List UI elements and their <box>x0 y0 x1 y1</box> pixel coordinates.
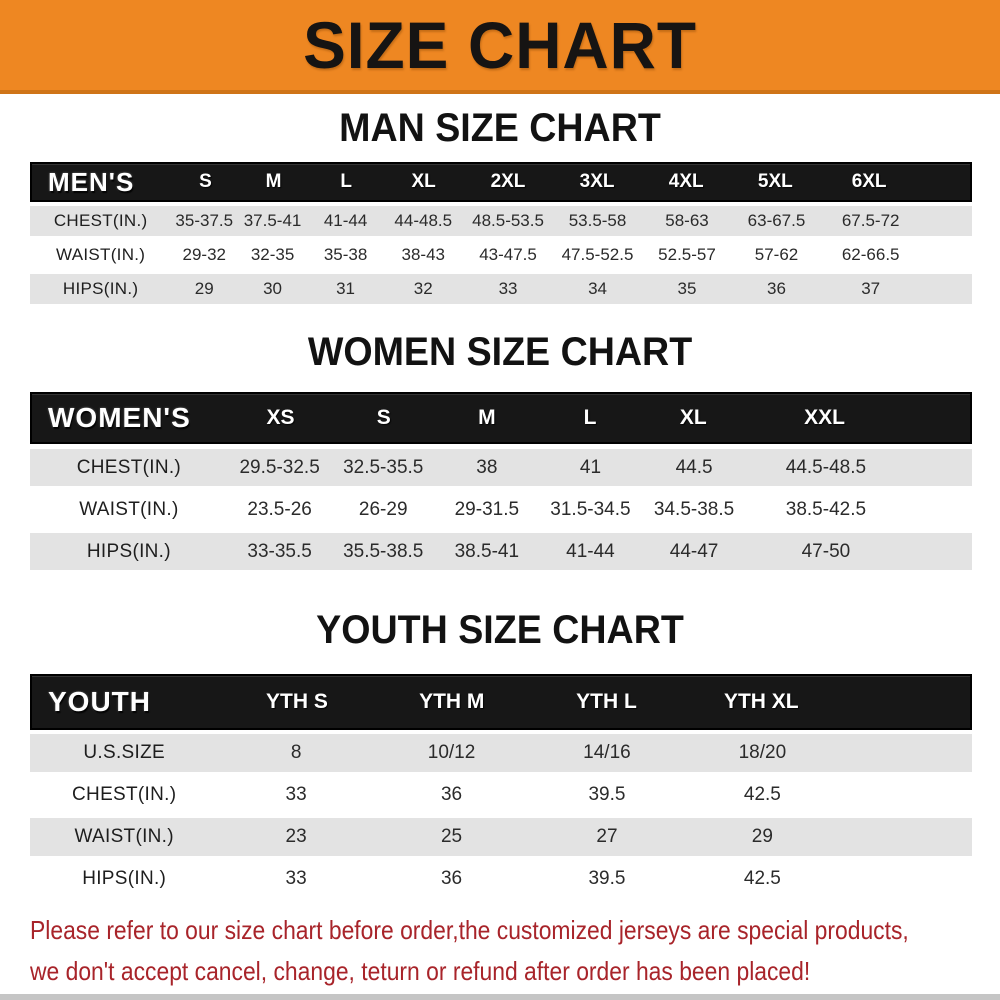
row-label: HIPS(IN.) <box>82 868 167 889</box>
size-column-header: L <box>340 171 352 192</box>
table-cell: 23.5-26 <box>247 498 312 520</box>
table-cell: 52.5-57 <box>658 245 716 264</box>
table-cell: 36 <box>440 784 463 805</box>
table-cell: 25 <box>440 826 463 847</box>
table-cell: 44-48.5 <box>394 211 453 230</box>
table-cell: 33-35.5 <box>247 540 312 562</box>
table-cell: 58-63 <box>665 211 709 230</box>
size-table-corner-label: YOUTH <box>48 686 151 717</box>
size-table-header-row <box>30 162 972 202</box>
row-label: WAIST(IN.) <box>56 245 146 264</box>
size-table-header-row <box>30 674 972 730</box>
size-chart-banner <box>0 0 1000 94</box>
disclaimer-note <box>0 910 1000 992</box>
table-cell: 36 <box>767 279 786 298</box>
table-cell: 57-62 <box>754 245 799 264</box>
table-cell: 33 <box>285 868 307 889</box>
bottom-edge-strip <box>0 994 1000 1000</box>
size-table-corner-label: MEN'S <box>48 166 135 197</box>
table-cell: 29-32 <box>182 245 226 264</box>
table-cell: 44-47 <box>669 540 719 562</box>
table-cell: 29-31.5 <box>454 498 520 520</box>
table-cell: 14/16 <box>583 742 631 763</box>
disclaimer-line-2: we don't accept cancel, change, teturn or refund after order has been placed! <box>30 956 811 986</box>
size-column-header: XL <box>411 171 436 192</box>
table-cell: 62-66.5 <box>841 245 900 264</box>
row-label: HIPS(IN.) <box>86 540 171 562</box>
row-label: WAIST(IN.) <box>74 826 174 847</box>
table-cell: 42.5 <box>743 868 781 889</box>
size-column-header: XL <box>679 406 707 429</box>
youth-size-table <box>30 674 972 898</box>
table-cell: 35-37.5 <box>175 211 234 230</box>
table-cell: 37 <box>861 279 881 298</box>
table-cell: 23 <box>285 826 307 847</box>
table-cell: 37.5-41 <box>243 211 302 230</box>
table-cell: 34.5-38.5 <box>653 498 735 520</box>
table-cell: 32.5-35.5 <box>343 456 424 478</box>
row-label: CHEST(IN.) <box>76 456 182 478</box>
table-cell: 41 <box>579 456 602 478</box>
table-cell: 47.5-52.5 <box>561 245 634 264</box>
size-column-header: YTH L <box>576 690 637 713</box>
table-cell: 33 <box>285 784 307 805</box>
banner-title: SIZE CHART <box>303 8 697 82</box>
table-cell: 34 <box>588 279 607 298</box>
table-cell: 67.5-72 <box>841 211 900 230</box>
table-cell: 27 <box>596 826 618 847</box>
size-column-header: 6XL <box>851 171 887 192</box>
size-column-header: 4XL <box>668 171 704 192</box>
table-row <box>30 818 972 856</box>
table-cell: 32 <box>413 279 433 298</box>
table-cell: 38 <box>476 456 498 478</box>
table-cell: 38.5-41 <box>454 540 520 562</box>
table-cell: 36 <box>440 868 463 889</box>
table-cell: 35.5-38.5 <box>343 540 424 562</box>
youth-section-heading: YOUTH SIZE CHART <box>316 608 684 652</box>
men-size-table <box>30 162 972 304</box>
size-table-header-row <box>30 392 972 444</box>
size-column-header: M <box>265 171 282 192</box>
table-cell: 33 <box>498 279 518 298</box>
table-cell: 31 <box>336 279 356 298</box>
men-section-heading: MAN SIZE CHART <box>339 106 661 150</box>
table-row <box>30 734 972 772</box>
size-column-header: YTH XL <box>723 690 799 713</box>
table-cell: 43-47.5 <box>479 245 537 264</box>
table-cell: 29 <box>194 279 214 298</box>
size-table-corner-label: WOMEN'S <box>48 402 191 433</box>
women-size-table <box>30 392 972 570</box>
table-cell: 10/12 <box>427 742 476 763</box>
table-cell: 42.5 <box>743 784 781 805</box>
table-cell: 38.5-42.5 <box>785 498 867 520</box>
table-cell: 29 <box>751 826 773 847</box>
table-cell: 38-43 <box>401 245 445 264</box>
size-column-header: XS <box>266 406 295 429</box>
table-cell: 30 <box>263 279 283 298</box>
table-cell: 44.5 <box>675 456 713 478</box>
table-cell: 29.5-32.5 <box>239 456 320 478</box>
table-row <box>30 449 972 486</box>
table-cell: 35-38 <box>323 245 368 264</box>
size-column-header: S <box>199 171 212 192</box>
table-row <box>30 240 972 270</box>
size-column-header: 3XL <box>579 171 615 192</box>
size-column-header: L <box>583 406 597 429</box>
table-cell: 31.5-34.5 <box>550 498 631 520</box>
table-cell: 32-35 <box>250 245 295 264</box>
table-cell: 35 <box>677 279 697 298</box>
women-section-heading: WOMEN SIZE CHART <box>307 330 693 374</box>
table-row <box>30 776 972 814</box>
row-label: WAIST(IN.) <box>79 498 179 520</box>
size-column-header: M <box>478 406 496 429</box>
table-cell: 39.5 <box>588 784 626 805</box>
row-label: HIPS(IN.) <box>62 279 139 298</box>
table-row <box>30 206 972 236</box>
row-label: CHEST(IN.) <box>53 211 148 230</box>
size-column-header: 2XL <box>490 171 526 192</box>
size-column-header: YTH M <box>419 690 485 713</box>
table-cell: 8 <box>290 742 302 763</box>
table-row <box>30 533 972 570</box>
size-column-header: S <box>376 406 391 429</box>
table-cell: 18/20 <box>738 742 787 763</box>
table-cell: 53.5-58 <box>568 211 627 230</box>
table-cell: 63-67.5 <box>747 211 806 230</box>
table-cell: 48.5-53.5 <box>472 211 544 230</box>
table-cell: 44.5-48.5 <box>785 456 867 478</box>
table-cell: 26-29 <box>358 498 408 520</box>
table-cell: 47-50 <box>801 540 851 562</box>
size-column-header: YTH S <box>266 690 328 713</box>
row-label: U.S.SIZE <box>83 742 165 763</box>
table-row <box>30 491 972 528</box>
disclaimer-line-1: Please refer to our size chart before order,the customized jerseys are special products, <box>30 915 909 945</box>
row-label: CHEST(IN.) <box>72 784 177 805</box>
table-cell: 39.5 <box>588 868 626 889</box>
table-cell: 41-44 <box>566 540 615 562</box>
table-row <box>30 274 972 304</box>
size-column-header: 5XL <box>757 171 793 192</box>
table-cell: 41-44 <box>323 211 368 230</box>
table-row <box>30 860 972 898</box>
size-column-header: XXL <box>804 406 845 429</box>
